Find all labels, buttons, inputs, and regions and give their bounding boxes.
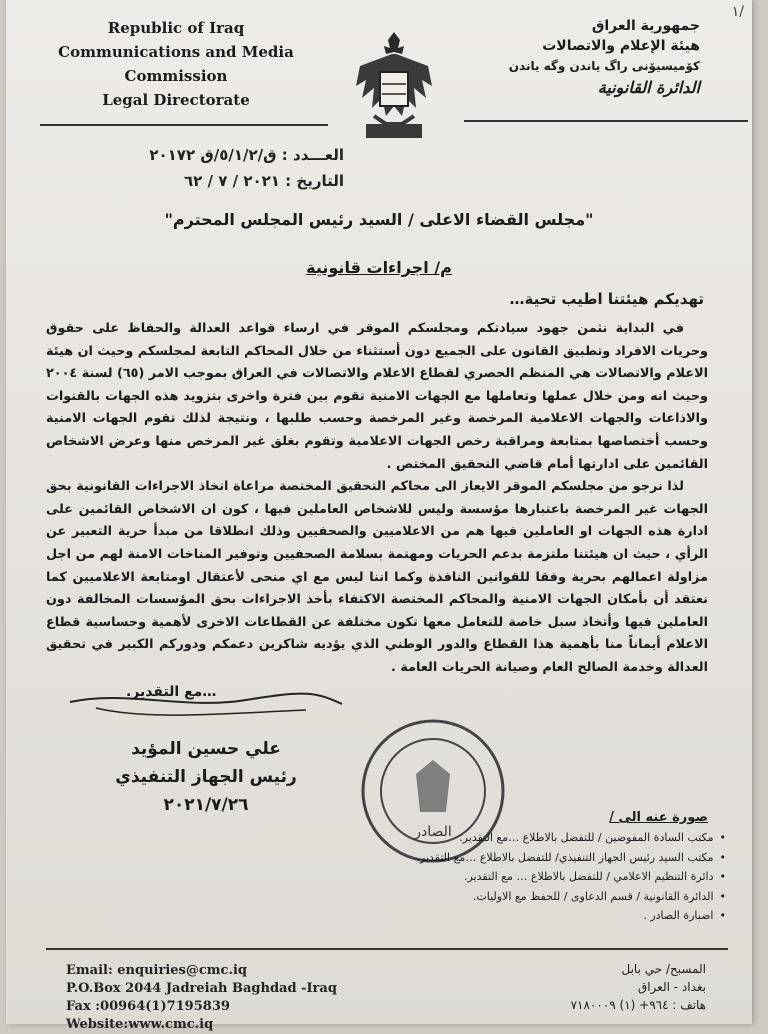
reference-date: التاريخ : ٢٠٢١ / ٧ / ٦٢ bbox=[183, 172, 344, 190]
header-en-line: Republic of Iraq bbox=[107, 19, 245, 37]
cc-item: • مكتب السيد رئيس الجهاز التنفيذي/ للتفضل بالاطلاع …مع التقدير. bbox=[406, 848, 726, 868]
letter-page bbox=[6, 0, 752, 1032]
footer-fax: Fax :00964(1)7195839 bbox=[66, 999, 230, 1014]
iraq-eagle-emblem bbox=[352, 26, 436, 144]
header-english bbox=[46, 16, 306, 112]
footer-english bbox=[66, 962, 337, 1034]
footer-arabic bbox=[486, 960, 706, 1014]
header-arabic bbox=[430, 16, 700, 98]
reference-number: العـــدد : ق/٥/١/٢/ق ٢٠١٧٢ bbox=[149, 146, 344, 164]
cc-item: • الدائرة القانونية / قسم الدعاوى / للحفظ مع الاوليات. bbox=[406, 887, 726, 907]
subject-line: م/ اجراءات قانونية bbox=[306, 258, 452, 277]
cc-heading: صورة عنه الى / bbox=[609, 810, 708, 825]
signatory-title: رئيس الجهاز التنفيذي bbox=[115, 767, 297, 787]
footer-website: Website:www.cmc.iq bbox=[66, 1017, 214, 1032]
closing-phrase: …مع التقدير. bbox=[126, 684, 217, 700]
footer-rule bbox=[46, 948, 728, 950]
footer-ar-line: بغداد - العراق bbox=[637, 980, 706, 994]
footer-pobox: P.O.Box 2044 Jadreiah Baghdad -Iraq bbox=[66, 981, 337, 996]
signature-block bbox=[96, 735, 316, 819]
header-rule-left bbox=[40, 124, 328, 126]
header-rule-right bbox=[464, 120, 748, 122]
footer-ar-line: المسبح/ حي بابل bbox=[621, 962, 706, 976]
seal-label: الصادر bbox=[414, 824, 452, 840]
footer-email: Email: enquiries@cmc.iq bbox=[66, 963, 248, 978]
cc-list bbox=[406, 828, 726, 926]
header-ar-line: جمهورية العراق bbox=[591, 18, 700, 34]
header-ar-line: الدائرة القانونية bbox=[597, 78, 700, 97]
header-ar-line: هيئة الإعلام والاتصالات bbox=[542, 38, 700, 54]
header-en-line: Communications and Media bbox=[58, 43, 294, 61]
greeting: تهديكم هيئتنا اطيب تحية… bbox=[509, 290, 704, 308]
cc-item: • اضبارة الصادر . bbox=[406, 906, 726, 926]
cc-item: • مكتب السادة المفوضين / للتفضل بالاطلاع …مع التقدير. bbox=[406, 828, 726, 848]
cc-item: • دائرة التنظيم الاعلامي / للتفضل بالاطلاع … مع التقدير. bbox=[406, 867, 726, 887]
letter-body bbox=[46, 318, 708, 680]
footer-ar-line: هاتف : ٩٦٤+ (١) ٧١٨٠٠٠٩ bbox=[570, 998, 706, 1012]
addressee: "مجلس القضاء الاعلى / السيد رئيس المجلس المحترم" bbox=[164, 210, 594, 229]
page-edge-mark: ١/ bbox=[731, 4, 744, 20]
signature-date: ٢٠٢١/٧/٢٦ bbox=[163, 795, 249, 815]
body-paragraph: في البداية نثمن جهود سيادتكم ومجلسكم الموقر في ارساء قواعد العدالة والحفاظ على حقوق وحريات الافراد وتطبيق القانون على الجميع دون أستثناء من خلال المحاكم التابعة لمجلسكم وحيث ان هيئة الاعلام والاتصالات هي المنظم الحصري لقطاع الاعلام والاتصالات في العراق بموجب الامر (٦٥) لسنة ٢٠٠٤ وحيث انه ومن خلال عملها وتعاملها مع الجهات الامنية تقوم بين فترة واخرى بتزويد هذه الجهات بالقنوات والاذاعات والجهات الاعلامية المرخصة وغير المرخصة وحسب طلبها ، ونتيجة لذلك تقوم الجهات الامنية وحسب أختصاصها بمتابعة ومراقبة رخص الجهات الاعلامية وتقوم بغلق غير المرخص منها وعرض الاشخاص القائمين على ادارتها أمام قاضي التحقيق المختص . bbox=[46, 321, 708, 472]
body-paragraph: لذا نرجو من مجلسكم الموقر الايعاز الى محاكم التحقيق المختصة مراعاة اتخاذ الاجراءات القانونية بحق الجهات غير المرخصة باعتبارها مؤسسة وليس للاشخاص العاملين فيها ، كون ان الاشخاص القائمين على ادارة هذه الجهات او العاملين فيها هم من الاعلاميين والصحفيين وذلك انطلاقا من مبدأ حرية التعبير عن الرأي ، حيث ان هيئتنا ملتزمة بدعم الحريات ومهتمة بسلامة الصحفيين وتوفير المناخات الامنة لهم من اجل مزاولة اعمالهم بحرية وفقا للقوانين النافذة وكما اننا ليس مع اي منحى لأعتقال اومتابعة الاعلاميين كما نعتقد أن بأمكان الجهات الامنية والمحاكم المختصة الاكتفاء بأخذ الاجراءات بحق المؤسسات المخالفة دون العاملين فيها وأتخاذ سبل خاصة للتعامل معها تكون مختلفة عن القطاعات الاخرى لأهمية وحساسية قطاع الاعلام أيماناً منا بأهمية هذا القطاع والدور الوطني الذي يؤديه شاكرين دعمكم ودوركم الكبير في تحقيق العدالة وخدمة الصالح العام وصيانة الحريات العامة . bbox=[46, 479, 708, 675]
header-en-line: Legal Directorate bbox=[102, 91, 250, 109]
header-en-line: Commission bbox=[124, 67, 228, 85]
signatory-name: علي حسين المؤيد bbox=[131, 739, 281, 759]
header-ar-line: كۆمیسیۆنی راگ یاندن وگه یاندن bbox=[508, 59, 700, 73]
